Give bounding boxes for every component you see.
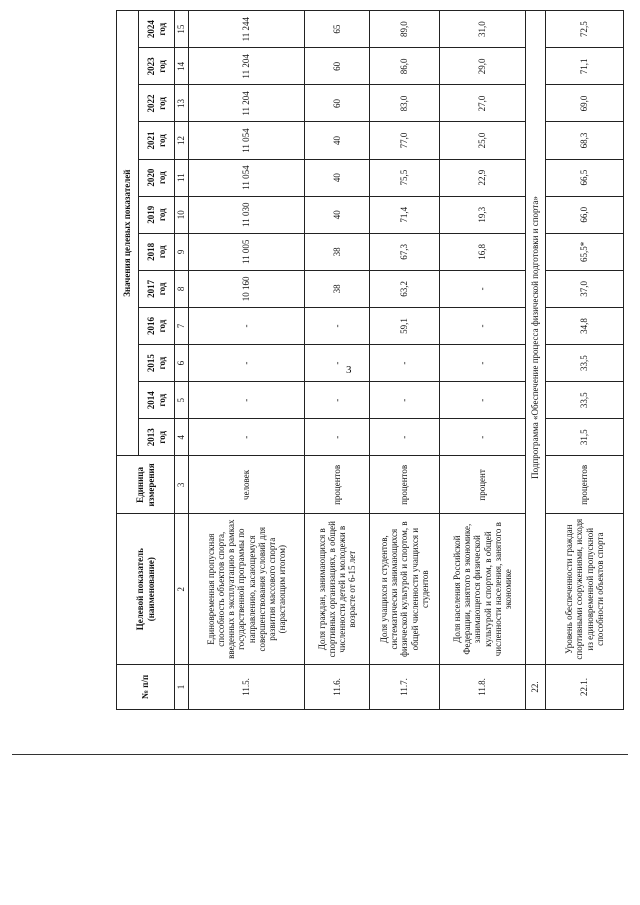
section-row	[526, 11, 546, 710]
row-value: -	[305, 382, 370, 419]
year-header: 2023 год	[139, 48, 175, 85]
row-value: 77,0	[370, 122, 440, 159]
row-value: 19,3	[440, 196, 526, 233]
year-header: 2024 год	[139, 11, 175, 48]
row-value: 11 030	[189, 196, 305, 233]
row-value: 63,2	[370, 270, 440, 307]
row-unit: процентов	[305, 456, 370, 514]
row-value: 33,5	[546, 382, 624, 419]
section-num: 22.	[526, 664, 546, 709]
col-number: 14	[175, 48, 189, 85]
row-value: -	[189, 307, 305, 344]
row-value: 68,3	[546, 122, 624, 159]
year-header: 2017 год	[139, 270, 175, 307]
col-number: 6	[175, 345, 189, 382]
row-value: 33,5	[546, 345, 624, 382]
row-indicator: Доля учащихся и студентов, систематически занимающихся физической культурой и спортом, в общей численности учащихся и студентов	[370, 514, 440, 664]
row-indicator: Доля населения Российской Федерации, занятого в экономике, занимающегося физической культурой и спортом, в общей численности населения, занятого в экономике	[440, 514, 526, 664]
row-value: 66,5	[546, 159, 624, 196]
col-number: 13	[175, 85, 189, 122]
column-numbers-row	[175, 11, 189, 710]
row-value: 16,8	[440, 233, 526, 270]
row-value: -	[305, 307, 370, 344]
table-row	[546, 11, 624, 710]
row-value: 25,0	[440, 122, 526, 159]
year-header: 2015 год	[139, 345, 175, 382]
row-indicator: Единовременная пропускная способность объектов спорта, введенных в эксплуатацию в рамках государственной программы по направлению, касающемуся совершенствования условий для развития массового спорта (нарастающим итогом)	[189, 514, 305, 664]
row-num: 11.6.	[305, 664, 370, 709]
row-value: 29,0	[440, 48, 526, 85]
row-value: 11 204	[189, 85, 305, 122]
header-row-1	[117, 11, 139, 710]
row-value: 65	[305, 11, 370, 48]
row-value: 65,5*	[546, 233, 624, 270]
col-number: 2	[175, 514, 189, 664]
table-row	[189, 11, 305, 710]
row-unit: процентов	[546, 456, 624, 514]
row-value: 34,8	[546, 307, 624, 344]
year-header: 2021 год	[139, 122, 175, 159]
year-header: 2018 год	[139, 233, 175, 270]
row-value: -	[305, 345, 370, 382]
row-value: 71,4	[370, 196, 440, 233]
row-value: 11 204	[189, 48, 305, 85]
row-value: 71,1	[546, 48, 624, 85]
row-indicator: Доля граждан, занимающихся в спортивных организациях, в общей численности детей и молодежи в возрасте от 6-15 лет	[305, 514, 370, 664]
row-value: -	[440, 382, 526, 419]
row-value: -	[189, 345, 305, 382]
row-value: 38	[305, 270, 370, 307]
row-value: 67,3	[370, 233, 440, 270]
row-unit: человек	[189, 456, 305, 514]
col-number: 8	[175, 270, 189, 307]
row-value: -	[370, 419, 440, 456]
row-value: -	[440, 307, 526, 344]
row-value: 40	[305, 159, 370, 196]
row-value: 60	[305, 48, 370, 85]
row-value: 83,0	[370, 85, 440, 122]
col-number: 4	[175, 419, 189, 456]
row-value: 40	[305, 196, 370, 233]
header-num: № п/п	[117, 664, 175, 709]
indicators-table	[116, 10, 624, 710]
col-number: 1	[175, 664, 189, 709]
col-number: 5	[175, 382, 189, 419]
section-title: Подпрограмма «Обеспечение процесса физической подготовки и спорта»	[526, 11, 546, 665]
row-value: 11 005	[189, 233, 305, 270]
row-value: -	[370, 382, 440, 419]
row-value: 11 244	[189, 11, 305, 48]
row-value: 11 054	[189, 159, 305, 196]
row-unit: процент	[440, 456, 526, 514]
year-header: 2020 год	[139, 159, 175, 196]
row-indicator: Уровень обеспеченности граждан спортивными сооружениями, исходя из единовременной пропускной способности объектов спорта	[546, 514, 624, 664]
row-value: 10 160	[189, 270, 305, 307]
year-header: 2016 год	[139, 307, 175, 344]
row-value: -	[440, 419, 526, 456]
col-number: 11	[175, 159, 189, 196]
row-value: -	[305, 419, 370, 456]
row-value: -	[440, 345, 526, 382]
row-value: -	[189, 419, 305, 456]
table-row	[440, 11, 526, 710]
table-row	[305, 11, 370, 710]
header-unit: Единица измерения	[117, 456, 175, 514]
row-value: 66,0	[546, 196, 624, 233]
row-num: 22.1.	[546, 664, 624, 709]
row-value: 22,9	[440, 159, 526, 196]
row-value: 31,5	[546, 419, 624, 456]
row-value: -	[189, 382, 305, 419]
row-num: 11.8.	[440, 664, 526, 709]
col-number: 12	[175, 122, 189, 159]
row-value: -	[440, 270, 526, 307]
page-number: 3	[346, 364, 352, 376]
col-number: 10	[175, 196, 189, 233]
page-divider-line	[12, 754, 628, 755]
row-value: 40	[305, 122, 370, 159]
row-value: 38	[305, 233, 370, 270]
col-number: 7	[175, 307, 189, 344]
row-value: 59,1	[370, 307, 440, 344]
row-value: 11 054	[189, 122, 305, 159]
row-value: 69,0	[546, 85, 624, 122]
row-value: 75,5	[370, 159, 440, 196]
year-header: 2013 год	[139, 419, 175, 456]
row-value: -	[370, 345, 440, 382]
row-value: 60	[305, 85, 370, 122]
col-number: 9	[175, 233, 189, 270]
row-value: 86,0	[370, 48, 440, 85]
row-value: 72,5	[546, 11, 624, 48]
table-row	[370, 11, 440, 710]
row-num: 11.5.	[189, 664, 305, 709]
row-value: 27,0	[440, 85, 526, 122]
row-value: 37,0	[546, 270, 624, 307]
year-header: 2022 год	[139, 85, 175, 122]
row-value: 31,0	[440, 11, 526, 48]
col-number: 3	[175, 456, 189, 514]
row-value: 89,0	[370, 11, 440, 48]
col-number: 15	[175, 11, 189, 48]
year-header: 2019 год	[139, 196, 175, 233]
header-indicator: Целевой показатель (наименование)	[117, 514, 175, 664]
row-unit: процентов	[370, 456, 440, 514]
row-num: 11.7.	[370, 664, 440, 709]
header-values: Значения целевых показателей	[117, 11, 139, 456]
year-header: 2014 год	[139, 382, 175, 419]
rotated-table-container	[116, 10, 626, 710]
